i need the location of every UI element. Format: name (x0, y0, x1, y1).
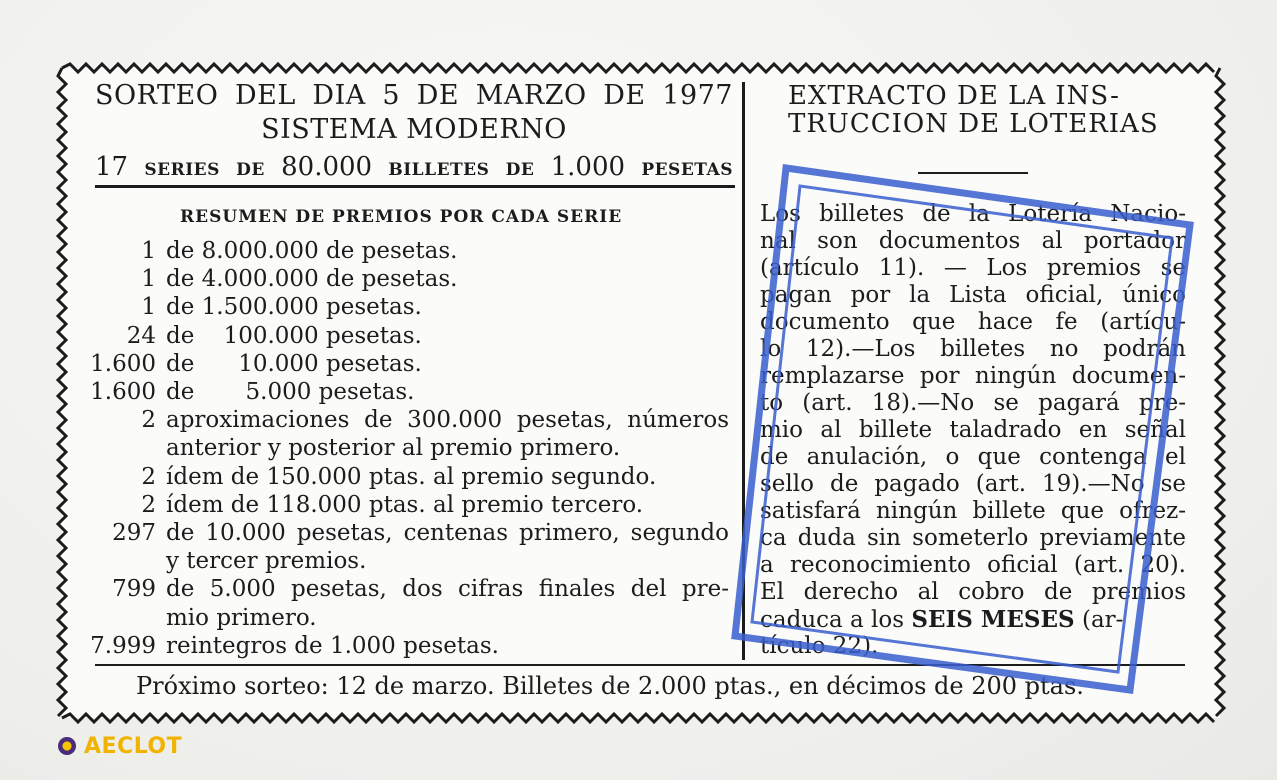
prize-row (90, 576, 735, 604)
prize-quantity: 1 (141, 266, 156, 293)
aeclot-wordmark: AECLOT (84, 733, 183, 759)
footer-rule (95, 664, 1185, 666)
prize-description: reintegros de 1.000 pesetas. (166, 632, 499, 659)
prize-row (90, 492, 735, 520)
prize-quantity: 297 (112, 520, 156, 546)
extract-line: remplazarse por ningún documen- (760, 363, 1186, 389)
prize-row (90, 633, 735, 661)
system-subtitle: SISTEMA MODERNO (261, 114, 567, 145)
extract-title-line-2: TRUCCION DE LOTERIAS (788, 109, 1159, 139)
caduca-post: (ar- (1074, 607, 1124, 633)
prize-row (90, 407, 735, 435)
prize-quantity: 1.600 (90, 350, 156, 377)
extract-line: mio al billete taladrado en señal (760, 417, 1186, 443)
summary-heading: RESUMEN DE PREMIOS POR CADA SERIE (180, 207, 623, 227)
prize-description: anterior y posterior al premio primero. (166, 435, 621, 462)
prize-quantity: 2 (141, 463, 156, 490)
caduca-pre: caduca a los (760, 607, 912, 633)
prize-description: de 10.000 pesetas. (166, 350, 422, 377)
prize-row (90, 464, 735, 492)
prize-description: de 8.000.000 de pesetas. (166, 238, 458, 264)
extract-line: nal son documentos al portador (760, 228, 1186, 254)
prize-quantity: 7.999 (90, 632, 156, 659)
series-line (95, 152, 733, 182)
extract-line: de anulación, o que contenga el (760, 444, 1186, 470)
extract-title (788, 82, 1168, 138)
extract-rule (918, 172, 1028, 174)
extract-line: lo 12).—Los billetes no podrán (760, 336, 1186, 362)
prize-description: ídem de 118.000 ptas. al premio tercero. (166, 491, 644, 518)
prize-description: mio primero. (166, 604, 317, 631)
extract-title-line-1: EXTRACTO DE LA INS- (788, 81, 1120, 111)
prize-row (90, 238, 735, 266)
extract-line: to (art. 18).—No se pagará pre- (760, 390, 1186, 416)
extract-line: documento que hace fe (artícu- (760, 309, 1186, 335)
seis-meses: SEIS MESES (911, 606, 1075, 633)
prize-description: de 4.000.000 de pesetas. (166, 266, 458, 293)
header-rule (95, 185, 735, 188)
series-word: SERIES (144, 160, 220, 180)
extract-line-caduca (760, 606, 1186, 634)
tickets-count: 80.000 (281, 152, 373, 182)
extract-line: pagan por la Lista oficial, único (760, 282, 1186, 308)
ticket-price: 1.000 (550, 152, 626, 182)
prize-quantity: 2 (141, 491, 156, 518)
prize-quantity: 24 (126, 322, 156, 349)
extract-line: El derecho al cobro de premios (760, 579, 1186, 605)
extract-line: satisfará ningún billete que ofrez- (760, 498, 1186, 524)
extract-line-final: tículo 22). (760, 633, 879, 659)
border-left (58, 68, 66, 716)
aeclot-logo (58, 733, 182, 759)
series-count: 17 (95, 152, 129, 182)
prize-row (90, 323, 735, 351)
border-bottom (62, 714, 1214, 722)
column-divider (742, 82, 745, 660)
prize-description: de 1.500.000 pesetas. (166, 294, 422, 321)
prize-description: de 10.000 pesetas, centenas primero, segundo (166, 520, 729, 546)
border-right (1216, 68, 1224, 716)
draw-title: SORTEO DEL DIA 5 DE MARZO DE 1977 (95, 80, 733, 111)
series-de-2: DE (505, 160, 535, 180)
billetes-word: BILLETES (388, 160, 490, 180)
prize-quantity: 2 (141, 407, 156, 434)
prize-quantity: 1.600 (90, 379, 156, 405)
prize-description: ídem de 150.000 ptas. al premio segundo. (166, 463, 657, 490)
extract-line: ca duda sin someterlo previamente (760, 525, 1186, 551)
prize-description: de 100.000 pesetas. (166, 322, 422, 349)
pesetas-word: PESETAS (641, 160, 733, 180)
prize-description: aproximaciones de 300.000 pesetas, números (166, 407, 729, 434)
prize-row (90, 294, 735, 322)
extract-line: a reconocimiento oficial (art. 20). (760, 552, 1186, 578)
prize-row (90, 351, 735, 379)
extract-line: sello de pagado (art. 19).—No se (760, 471, 1186, 497)
prize-row (90, 548, 735, 576)
aeclot-emblem-icon (58, 737, 76, 755)
prize-row (90, 520, 735, 548)
prize-description: y tercer premios. (166, 548, 367, 575)
next-draw-notice: Próximo sorteo: 12 de marzo. Billetes de 2.000 ptas., en décimos de 200 ptas. (136, 672, 1084, 700)
prize-row (90, 379, 735, 407)
prize-row (90, 605, 735, 633)
extract-line: Los billetes de la Lotería Nacio- (760, 201, 1186, 227)
prize-quantity: 799 (112, 576, 156, 603)
prize-quantity: 1 (141, 294, 156, 321)
prize-quantity: 1 (141, 238, 156, 264)
prize-description: de 5.000 pesetas. (166, 379, 415, 405)
extract-line: (artículo 11). — Los premios se (760, 255, 1186, 281)
prize-row (90, 435, 735, 463)
border-top (62, 64, 1214, 72)
prize-row (90, 266, 735, 294)
prize-description: de 5.000 pesetas, dos cifras finales del pre- (166, 576, 729, 603)
series-de-1: DE (236, 160, 265, 180)
